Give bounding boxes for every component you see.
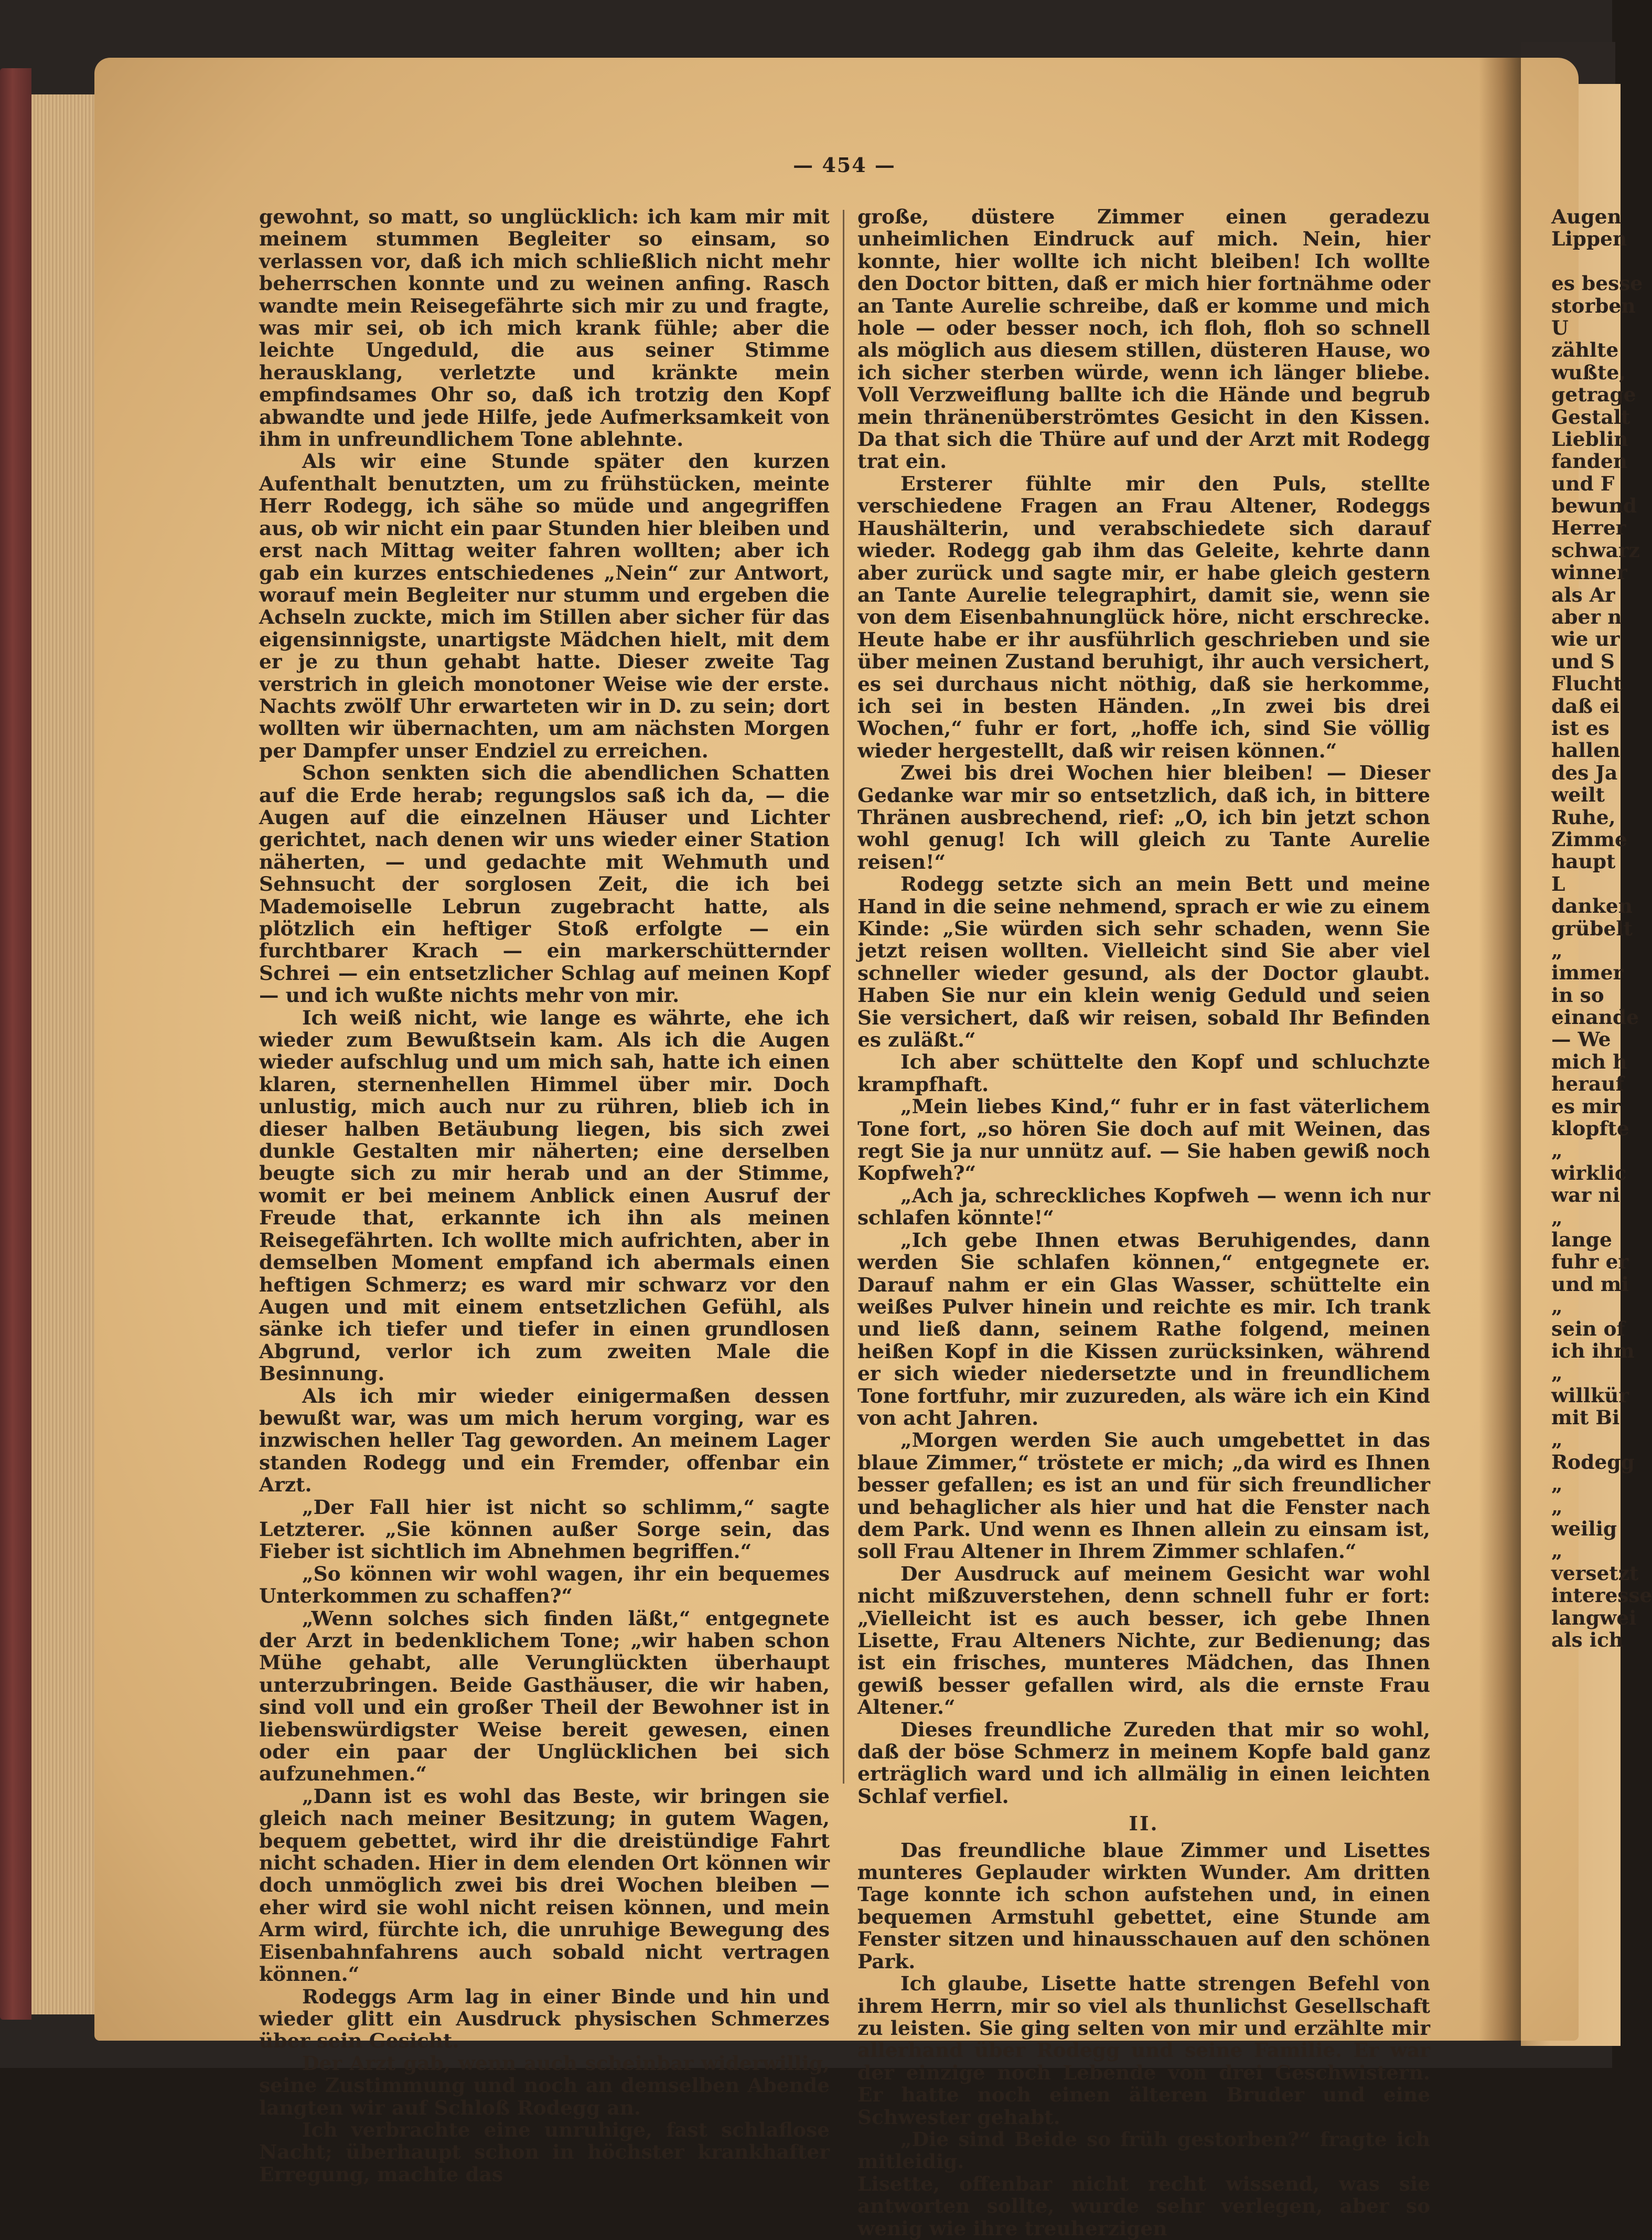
facing-page-line: U — [1551, 316, 1569, 339]
book-spine-edge — [0, 68, 31, 2020]
facing-page-line: es mir — [1551, 1094, 1621, 1118]
facing-page-line: „ — [1551, 1361, 1563, 1385]
facing-page-line: „ — [1551, 1206, 1563, 1229]
paragraph: Als wir eine Stunde später den kurzen Aufenthalt benutzten, um zu frühstücken, meinte Herr Rodegg, ich sähe so müde und angegriffen aus, ob wir nicht ein paar Stunden hier bleiben und erst nach Mittag weiter fahren wollten; aber ich gab ein kurzes entschiedenes „Nein“ zur Antwort, worauf mein Begleiter nur stumm und ergeben die Achseln zuckte, mich im Stillen aber sicher für das eigensinnigste, unartigste Mädchen hielt, mit dem er je zu thun gehabt hatte. Dieser zweite Tag verstrich in gleich monotoner Weise wie der erste. Nachts zwölf Uhr erwarteten wir in D. zu sein; dort wollten wir übernachten, um am nächsten Morgen per Dampfer unser Endziel zu erreichen. — [259, 450, 830, 762]
facing-page-line: wirklic — [1551, 1161, 1627, 1185]
paragraph: Ich weiß nicht, wie lange es währte, ehe ich wieder zum Bewußtsein kam. Als ich die Augen wieder aufschlug und um mich sah, hatte ich einen klaren, sternenhellen Himmel über mir. Doch unlustig, mich auch nur zu rühren, blieb ich in dieser halben Betäubung liegen, bis sich zwei dunkle Gestalten mir näherten; eine derselben beugte sich zu mir herab und an der Stimme, womit er bei meinem Anblick einen Ausruf der Freude that, erkannte ich ihn als meinen Reisegefährten. Ich wollte mich aufrichten, aber in demselben Moment empfand ich abermals einen heftigen Schmerz; es ward mir schwarz vor den Augen und mit einem entsetzlichen Gefühl, als sänke ich tiefer und tiefer in einen grundlosen Abgrund, verlor ich zum zweiten Male die Besinnung. — [259, 1006, 830, 1385]
paragraph: Ich aber schüttelte den Kopf und schluchzte krampfhaft. — [857, 1050, 1430, 1096]
paragraph: „Ach ja, schreckliches Kopfweh — wenn ich nur schlafen könnte!“ — [857, 1183, 1430, 1230]
facing-page-line: fanden — [1551, 450, 1628, 473]
facing-page-line: willkür — [1551, 1383, 1629, 1407]
facing-page-line: immer — [1551, 961, 1624, 985]
facing-page-line: und mi — [1551, 1272, 1629, 1296]
facing-page-line: getrage — [1551, 383, 1636, 407]
facing-page-line: hallen — [1551, 739, 1621, 762]
paragraph: Schon senkten sich die abendlichen Schatten auf die Erde herab; regungslos saß ich da, — die Augen auf die einzelnen Häuser und Lichter gerichtet, nach denen wir uns wieder einer Station näherten, — und gedachte mit Wehmuth und Sehnsucht der sorglosen Zeit, die ich bei Mademoiselle Lebrun zugebracht hatte, als plötzlich ein heftiger Stoß erfolgte — ein furchtbarer Krach — ein markerschütternder Schrei — ein entsetzlicher Schlag auf meinen Kopf — und ich wußte nichts mehr von mir. — [259, 761, 830, 1007]
paragraph: Rodegg setzte sich an mein Bett und meine Hand in die seine nehmend, sprach er wie zu einem Kinde: „Sie würden sich sehr schaden, wenn Sie jetzt reisen wollten. Vielleicht sind Sie aber viel schneller wieder gesund, als der Doctor glaubt. Haben Sie nur ein klein wenig Geduld und seien Sie versichert, daß wir reisen, sobald Ihr Befinden es zuläßt.“ — [857, 872, 1430, 1052]
paragraph: Ich glaube, Lisette hatte strengen Befehl von ihrem Herrn, mir so viel als thunlichst Gesellschaft zu leisten. Sie ging selten von mir und erzählte mir allerhand über Rodegg und seine Familie. Er war der einzige noch Lebende von drei Geschwistern. Er hatte noch einen älteren Bruder und eine Schwester gehabt. — [857, 1972, 1430, 2129]
facing-page-line: zählte — [1551, 338, 1619, 362]
facing-page-line: versetzt — [1551, 1561, 1639, 1585]
facing-page-line: danken — [1551, 894, 1633, 918]
facing-page-line: grübelt — [1551, 916, 1633, 940]
facing-page-line: mich h — [1551, 1050, 1627, 1073]
page-gutter-shadow — [1479, 58, 1521, 2041]
paragraph: Zwei bis drei Wochen hier bleiben! — Dieser Gedanke war mir so entsetzlich, daß ich, in bittere Thränen ausbrechend, rief: „O, ich bin jetzt schon wohl genug! Ich will gleich zu Tante Aurelie reisen!“ — [857, 761, 1430, 873]
facing-page-line: Ruhe, — [1551, 805, 1616, 829]
facing-page-line: herauf — [1551, 1072, 1624, 1096]
facing-page-line: ist es — [1551, 716, 1610, 740]
paragraph: Ich verbrachte eine unruhige, fast schlaflose Nacht; überhaupt schon in höchster krankhafter Erregung, machte das — [259, 2118, 830, 2186]
left-text-column — [259, 206, 830, 2185]
facing-page-line: schwarz — [1551, 538, 1640, 562]
paragraph: Der Ausdruck auf meinem Gesicht war wohl nicht mißzuverstehen, denn schnell fuhr er fort: „Vielleicht ist es auch besser, ich gebe Ihnen Lisette, Frau Alteners Nichte, zur Bedienung; das ist ein frisches, munteres Mädchen, das Ihnen gewiß besser gefallen wird, als die ernste Frau Altener.“ — [857, 1562, 1430, 1719]
facing-page-line: daß ei — [1551, 694, 1620, 718]
facing-page-line: und S — [1551, 649, 1615, 673]
facing-page-line: wußte, — [1551, 360, 1626, 384]
facing-page-line — [1551, 250, 1614, 272]
paragraph: „Wenn solches sich finden läßt,“ entgegnete der Arzt in bedenklichem Tone; „wir haben schon Mühe gehabt, alle Verunglückten überhaupt unterzubringen. Beide Gasthäuser, die wir haben, sind voll und ein großer Theil der Bewohner ist in liebenswürdigster Weise bereit gewesen, einen oder ein paar der Unglücklichen bei sich aufzunehmen.“ — [259, 1606, 830, 1786]
page-number: — 454 — — [793, 153, 896, 177]
facing-page-line: bewund — [1551, 494, 1637, 518]
facing-page-text — [1551, 205, 1652, 1651]
facing-page-line: „ — [1551, 1139, 1563, 1162]
facing-page-line: klopfte — [1551, 1117, 1629, 1140]
facing-page-line: Flucht — [1551, 672, 1623, 696]
facing-page-line: einande — [1551, 1006, 1639, 1029]
right-text-column — [857, 206, 1430, 2239]
facing-page-line: Lippen — [1551, 227, 1627, 251]
facing-page-line: „ — [1551, 1473, 1563, 1496]
paragraph: Als ich mir wieder einigermaßen dessen bewußt war, was um mich herum vorging, war es inzwischen heller Tag geworden. An meinem Lager standen Rodegg und ein Fremder, offenbar ein Arzt. — [259, 1384, 830, 1497]
paragraph: „So können wir wohl wagen, ihr ein bequemes Unterkommen zu schaffen?“ — [259, 1562, 830, 1608]
facing-page-line: storben — [1551, 294, 1636, 317]
facing-page-line: sein of — [1551, 1317, 1625, 1340]
paragraph: „Morgen werden Sie auch umgebettet in das blaue Zimmer,“ tröstete er mich; „da wird es Ihnen besser gefallen; es ist an und für sich freundlicher und behaglicher als hier und hat die Fenster nach dem Park. Und wenn es Ihnen allein zu einsam ist, soll Frau Altener in Ihrem Zimmer schlafen.“ — [857, 1428, 1430, 1563]
facing-page-line: es besse — [1551, 272, 1643, 295]
paragraph: „Ich gebe Ihnen etwas Beruhigendes, dann werden Sie schlafen können,“ entgegnete er. Darauf nahm er ein Glas Wasser, schüttelte ein weißes Pulver hinein und reichte es mir. Ich trank und ließ dann, seinem Rathe folgend, meinen heißen Kopf in die Kissen zurücksinken, während er sich wieder niedersetzte und in freundlichem Tone fortfuhr, mir zuzureden, als wäre ich ein Kind von acht Jahren. — [857, 1228, 1430, 1430]
chapter-heading: II. — [1129, 1812, 1159, 1836]
paragraph: Dieses freundliche Zureden that mir so wohl, daß der böse Schmerz in meinem Kopfe bald ganz erträglich ward und ich allmälig in einen leichten Schlaf verfiel. — [857, 1718, 1430, 1808]
facing-page-line: lange — [1551, 1228, 1612, 1251]
facing-page-line: „ — [1551, 938, 1563, 962]
paragraph: „Dann ist es wohl das Beste, wir bringen sie gleich nach meiner Besitzung; in gutem Wagen, bequem gebettet, wird ihr die dreistündige Fahrt nicht schaden. Hier in dem elenden Ort können wir doch unmöglich zwei bis drei Wochen bleiben — eher wird sie wohl nicht reisen können, und mein Arm wird, fürchte ich, die unruhige Bewegung des Eisenbahnfahrens auch sobald nicht vertragen können.“ — [259, 1784, 830, 1986]
facing-page-line: als Ar — [1551, 583, 1615, 606]
paragraph: „Die sind Beide so früh gestorben?“ fragte ich mitleidig. — [857, 2127, 1430, 2173]
facing-page-line: — We — [1551, 1028, 1611, 1051]
paragraph: große, düstere Zimmer einen geradezu unheimlichen Eindruck auf mich. Nein, hier konnte, hier wollte ich nicht bleiben! Ich wollte den Doctor bitten, daß er mich hier fortnähme oder an Tante Aurelie schreibe, daß er komme und mich hole — oder besser noch, ich floh, floh so schnell als möglich aus diesem stillen, düsteren Hause, wo ich sicher sterben würde, wenn ich länger bliebe. Voll Verzweiflung ballte ich die Hände und begrub mein thränenüberströmtes Gesicht in den Kissen. Da that sich die Thüre auf und der Arzt mit Rodegg trat ein. — [857, 205, 1430, 473]
facing-page-line: Augen — [1551, 205, 1622, 228]
facing-page-line: „ — [1551, 1295, 1563, 1318]
facing-page-line: interesse — [1551, 1584, 1652, 1607]
facing-page-line: weilig — [1551, 1517, 1617, 1541]
facing-page-line: L — [1551, 872, 1565, 895]
paragraph: Lisette, offenbar nicht recht wissend, was sie antworten sollte, wurde sehr verlegen, aber so wenig wie ihre treuherzigen — [857, 2172, 1430, 2240]
column-divider — [843, 210, 844, 1784]
paragraph: Das freundliche blaue Zimmer und Lisettes munteres Geplauder wirkten Wunder. Am dritten Tage konnte ich schon aufstehen und, in einen bequemen Armstuhl gebettet, eine Stunde am Fenster sitzen und hinausschauen auf den schönen Park. — [857, 1838, 1430, 1973]
facing-page-line: Lieblin — [1551, 427, 1628, 451]
facing-page-line: aber n — [1551, 605, 1622, 629]
facing-page-line: war ni — [1551, 1183, 1620, 1207]
facing-page-line: weilt — [1551, 783, 1605, 807]
facing-page-line: Gestalt — [1551, 405, 1630, 429]
paragraph: Ersterer fühlte mir den Puls, stellte verschiedene Fragen an Frau Altener, Rodeggs Haushälterin, und verabschiedete sich darauf wieder. Rodegg gab ihm das Geleite, kehrte dann aber zurück und sagte mir, er habe gleich gestern an Tante Aurelie telegraphirt, damit sie, wenn sie von dem Eisenbahnunglück höre, nicht erschrecke. Heute habe er ihr ausführlich geschrieben und sie über meinen Zustand beruhigt, ihr auch versichert, es sei durchaus nicht nöthig, daß sie herkomme, ich sei in besten Händen. „In zwei bis drei Wochen,“ fuhr er fort, „hoffe ich, sind Sie völlig wieder hergestellt, daß wir reisen können.“ — [857, 472, 1430, 762]
facing-page-line: fuhr er — [1551, 1250, 1629, 1274]
paragraph: „Der Fall hier ist nicht so schlimm,“ sagte Letzterer. „Sie können außer Sorge sein, das Fieber ist sichtlich im Abnehmen begriffen.“ — [259, 1495, 830, 1563]
facing-page-line: Zimme — [1551, 827, 1627, 851]
facing-page-line: „ — [1551, 1428, 1563, 1452]
facing-page-line: und F — [1551, 472, 1615, 495]
facing-page-line: in so — [1551, 983, 1604, 1007]
facing-page-line: ich ihm — [1551, 1339, 1635, 1362]
paragraph: Rodeggs Arm lag in einer Binde und hin und wieder glitt ein Ausdruck physischen Schmerzes über sein Gesicht. — [259, 1985, 830, 2053]
paragraph: Der Arzt gab, wenn auch scheinbar widerwillig, seine Zustimmung und noch an demselben Abende langten wir auf Schloß Rodegg an. — [259, 2051, 830, 2119]
facing-page-line: haupt — [1551, 850, 1616, 873]
facing-page-line: winner — [1551, 561, 1627, 584]
facing-page-line: Herrer — [1551, 516, 1626, 540]
facing-page-line: als ich — [1551, 1628, 1624, 1651]
facing-page-line: „ — [1551, 1495, 1563, 1518]
facing-page-line: wie ur — [1551, 627, 1620, 651]
paragraph: gewohnt, so matt, so unglücklich: ich kam mir mit meinem stummen Begleiter so einsam, so verlassen vor, daß ich mich schließlich nicht mehr beherrschen konnte und zu weinen anfing. Rasch wandte mein Reisegefährte sich mir zu und fragte, was mir sei, ob ich mich krank fühle; aber die leichte Ungeduld, die aus seiner Stimme herausklang, verletzte und kränkte mein empfindsames Ohr so, daß ich trotzig den Kopf abwandte und jede Hilfe, jede Aufmerksamkeit von ihm in unfreundlichem Tone ablehnte. — [259, 205, 830, 451]
paragraph: „Mein liebes Kind,“ fuhr er in fast väterlichem Tone fort, „so hören Sie doch auf mit Weinen, das regt Sie ja nur unnütz auf. — Sie haben gewiß noch Kopfweh?“ — [857, 1095, 1430, 1185]
facing-page-line: langwei — [1551, 1606, 1637, 1629]
facing-page-line: „ — [1551, 1539, 1563, 1563]
facing-page-line: des Ja — [1551, 761, 1618, 784]
facing-page-line: Rodegg — [1551, 1450, 1635, 1474]
facing-page-line: mit Bi — [1551, 1406, 1620, 1430]
